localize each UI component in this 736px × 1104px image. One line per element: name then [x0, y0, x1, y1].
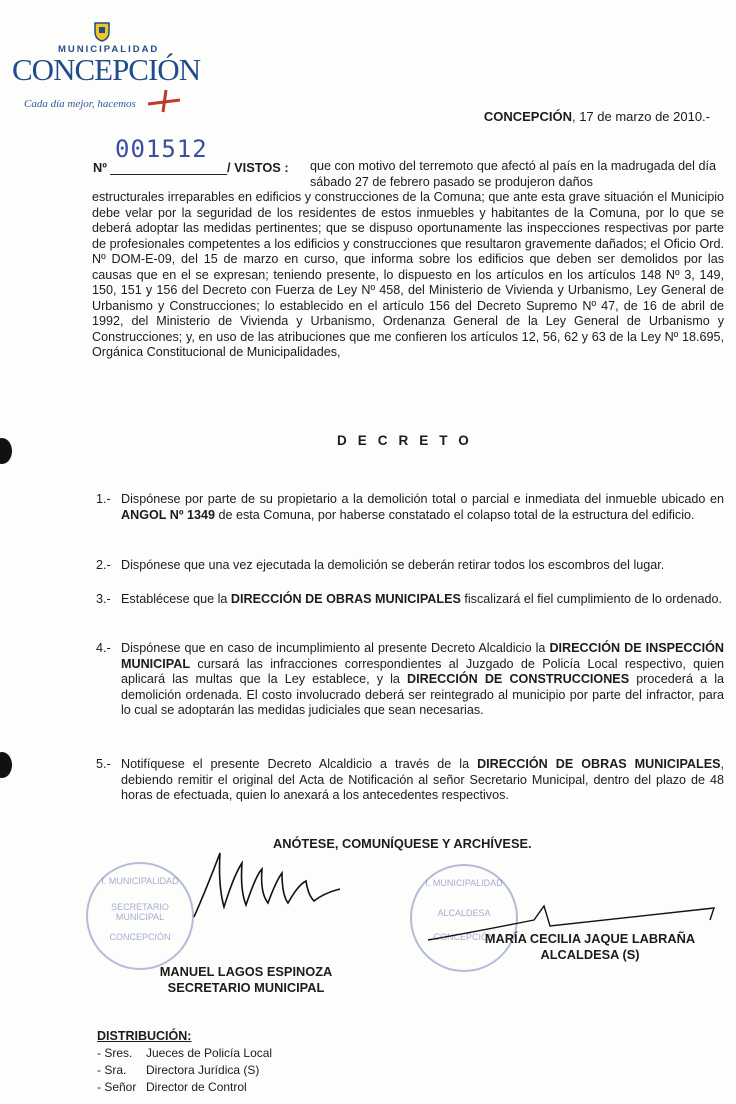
coat-of-arms-icon — [94, 22, 110, 42]
secretary-title: SECRETARIO MUNICIPAL — [167, 980, 325, 995]
date-text: , 17 de marzo de 2010.- — [571, 109, 710, 124]
logo-name-text: CONCEPCIÓN — [12, 52, 201, 87]
mayor-stamp: I. MUNICIPALIDAD ALCALDESA CONCEPCIÓN — [410, 864, 518, 972]
decree-item-3: Establécese que la DIRECCIÓN DE OBRAS MUNICIPALES fiscalizará el fiel cumplimiento de lo ordenado. — [121, 592, 722, 606]
mayor-signatory — [470, 931, 710, 963]
decree-serial-number: 001512 — [115, 135, 208, 163]
decree-item-4: Dispónese que en caso de incumplimiento al presente Decreto Alcaldicio la DIRECCIÓN DE INSPECCIÓN MUNICIPAL cursará las infracciones correspondientes al Juzgado de Policía Local respectivo, quien aplicará las multas que la Ley establece, y la DIRECCIÓN DE CONSTRUCCIONES procederá a la demolición ordenada. El costo involucrado deberá ser reintegrado al municipio por parte del infractor, para lo cual se adoptarán las medidas judiciales que sean necesarias. — [121, 641, 724, 717]
mayor-title: ALCALDESA (S) — [540, 947, 640, 962]
address-bold: ANGOL Nº 1349 — [121, 507, 215, 522]
punch-hole — [0, 752, 12, 778]
decree-item-5: Notifíquese el presente Decreto Alcaldicio a través de la DIRECCIÓN DE OBRAS MUNICIPALES, debiendo remitir el original del Acta de Notificación al señor Secretario Municipal, dentro del plazo de 48 horas de efectuada, quien lo anexará a los antecedentes respectivos. — [121, 757, 724, 802]
number-underline — [110, 174, 227, 175]
secretary-signature — [190, 845, 350, 925]
item-number: 4.- — [96, 641, 111, 655]
decree-item-1: Dispónese por parte de su propietario a la demolición total o parcial e inmediata del inmueble ubicado en ANGOL Nº 1349 de esta Comuna, por haberse constatado el colapso total de la estructura del edificio. — [121, 492, 724, 522]
secretary-name: MANUEL LAGOS ESPINOZA — [159, 964, 333, 979]
distribution-row: - Sres. Jueces de Policía Local — [97, 1046, 273, 1060]
document-date — [484, 109, 710, 124]
item-number: 5.- — [96, 757, 111, 771]
logo-municipality-text: MUNICIPALIDAD — [58, 44, 160, 55]
logo-slogan: Cada día mejor, hacemos — [24, 98, 136, 110]
secretary-stamp: I. MUNICIPALIDAD SECRETARIO MUNICIPAL CONCEPCIÓN — [86, 862, 194, 970]
secretary-signatory — [140, 964, 352, 996]
number-label: Nº — [93, 160, 107, 175]
item-number: 3.- — [96, 592, 111, 606]
vistos-label: / VISTOS : — [227, 160, 289, 175]
punch-hole — [0, 438, 12, 464]
closing-formula: ANÓTESE, COMUNÍQUESE Y ARCHÍVESE. — [273, 836, 532, 851]
decree-item-2: Dispónese que una vez ejecutada la demolición se deberán retirar todos los escombros del lugar. — [121, 558, 665, 572]
date-city: CONCEPCIÓN — [483, 109, 572, 124]
vistos-first-lines: que con motivo del terremoto que afectó al país en la madrugada del día sábado 27 de febrero pasado se produjeron daños — [310, 159, 716, 189]
distribution-row: - Señor Director de Control — [97, 1080, 247, 1094]
item-number: 2.- — [96, 558, 111, 572]
decreto-heading: DECRETO — [337, 433, 480, 448]
distribution-title: DISTRIBUCIÓN: — [97, 1029, 192, 1043]
item-number: 1.- — [96, 492, 111, 506]
mayor-name: MARÍA CECILIA JAQUE LABRAÑA — [484, 931, 696, 946]
vistos-body: estructurales irreparables en edificios y construcciones de la Comuna; que ante esta grave situación el Municipio debe velar por la seguridad de los residentes de estos inmuebles y habitantes de la Comuna, por lo que se deberá adoptar las medidas pertinentes; que se dispuso oportunamente las inspecciones respectivas por parte de profesionales competentes a los edificios y construcciones que resultaron gravemente dañados; el Oficio Ord. Nº DOM-E-09, del 15 de marzo en curso, que informa sobre los edificios que deben ser demolidos por las causas que en el se expresan; teniendo presente, lo dispuesto en los artículos en los artículos 148 Nº 3, 149, 150, 151 y 156 del Decreto con Fuerza de Ley Nº 458, del Ministerio de Vivienda y Urbanismo, Ley General de Urbanismo y Construcciones; lo establecido en el artículo 156 del Decreto Supremo Nº 47, de 16 de abril de 1992, del Ministerio de Vivienda y Urbanismo, Ordenanza General de la Ley General de Urbanismo y Construcciones; y, en uso de las atribuciones que me confieren los artículos 12, 56, 62 y 63 de la Ley Nº 18.695, Orgánica Constitucional de Municipalidades, — [92, 190, 724, 359]
logo-cross-icon — [146, 88, 182, 114]
distribution-row: - Sra. Directora Jurídica (S) — [97, 1063, 260, 1077]
